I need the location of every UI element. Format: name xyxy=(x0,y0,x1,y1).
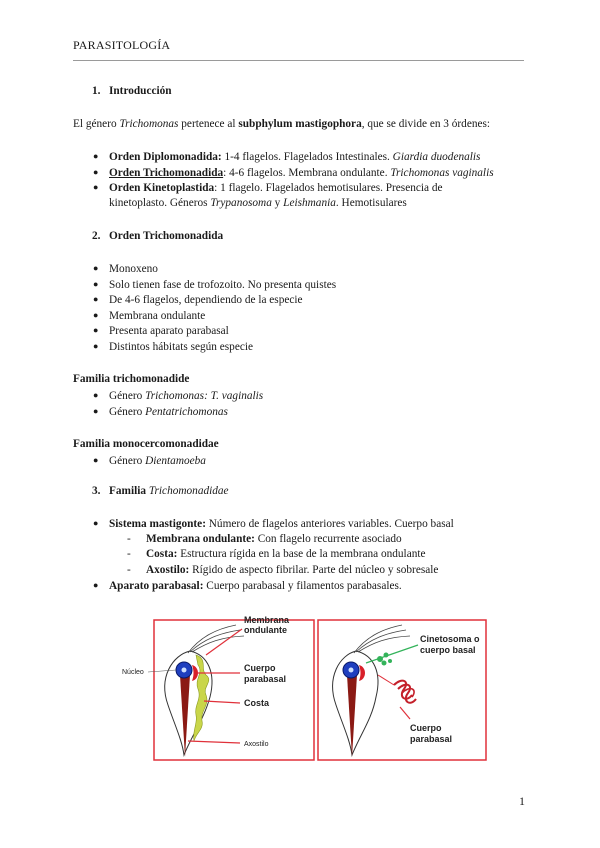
list-item-genus: ● Género Trichomonas: T. vaginalis xyxy=(93,390,264,402)
sub-item-structure: - Membrana ondulante: Con flagelo recurrente asociado xyxy=(127,532,402,545)
label-cinetosoma-1: Cinetosoma o xyxy=(420,634,480,644)
label-cuerpo-2: parabasal xyxy=(410,734,453,744)
list-item-trait: ● Presenta aparato parabasal xyxy=(93,325,229,337)
label-cuerpo-2: parabasal xyxy=(244,674,287,684)
list-item-genus: ● Género Dientamoeba xyxy=(93,455,206,467)
diagram-panel-left xyxy=(122,615,314,760)
list-item-structure: ● Aparato parabasal: Cuerpo parabasal y filamentos parabasales. xyxy=(93,580,402,592)
list-item-order-trichomonadida: ● Orden Trichomonadida: 4-6 flagelos. Membrana ondulante. Trichomonas vaginalis xyxy=(93,166,494,179)
list-item-trait: ● De 4-6 flagelos, dependiendo de la especie xyxy=(93,294,303,306)
sub-item-structure: - Costa: Estructura rígida en la base de la membrana ondulante xyxy=(127,548,426,560)
list-item-genus: ● Género Pentatrichomonas xyxy=(93,405,228,418)
list-item-structure: ● Sistema mastigonte: Número de flagelos anteriores variables. Cuerpo basal xyxy=(93,518,454,530)
list-item-trait: ● Membrana ondulante xyxy=(93,309,206,322)
section-heading-orden-trichomonadida: 2. Orden Trichomonadida xyxy=(92,230,224,242)
panel-frame xyxy=(154,620,314,760)
label-axostilo: Axostilo xyxy=(244,741,269,748)
family-heading-monocercomonadidae: Familia monocercomonadidae xyxy=(73,438,219,450)
list-item-trait: ● Solo tienen fase de trofozoito. No presenta quistes xyxy=(93,278,337,291)
label-membrana-1: Membrana xyxy=(244,615,290,625)
family-heading-trichomonadide: Familia trichomonadide xyxy=(73,373,190,385)
sub-item-structure: - Axostilo: Rígido de aspecto fibrilar. Parte del núcleo y sobresale xyxy=(127,563,439,576)
intro-paragraph: El género Trichomonas pertenece al subphylum mastigophora, que se divide en 3 órdenes: xyxy=(73,118,491,130)
page-number: 1 xyxy=(519,794,525,808)
label-costa: Costa xyxy=(244,698,270,708)
header-divider xyxy=(73,60,524,61)
list-item-order-kinetoplastida-cont: kinetoplasto. Géneros Trypanosoma y Leishmania. Hemotisulares xyxy=(109,196,407,209)
list-item-trait: ● Distintos hábitats según especie xyxy=(93,340,254,353)
section-heading-familia-trichomonadidae: 3. Familia Trichomonadidae xyxy=(92,485,229,497)
diagram-panel-right xyxy=(318,620,486,760)
list-item-order-diplomonadida: ● Orden Diplomonadida: 1-4 flagelos. Flagelados Intestinales. Giardia duodenalis xyxy=(93,151,481,163)
section-heading-introduccion: 1. Introducción xyxy=(92,85,172,97)
label-membrana-2: ondulante xyxy=(244,625,287,635)
header-title: PARASITOLOGÍA xyxy=(73,38,171,52)
label-cuerpo-1: Cuerpo xyxy=(410,723,442,733)
trichomonas-diagram xyxy=(118,615,490,763)
label-nucleo: Núcleo xyxy=(122,669,144,676)
label-cuerpo-1: Cuerpo xyxy=(244,663,276,673)
list-item-trait: ● Monoxeno xyxy=(93,263,158,275)
label-cinetosoma-2: cuerpo basal xyxy=(420,645,476,655)
list-item-order-kinetoplastida: ● Orden Kinetoplastida: 1 flagelo. Flagelados hemotisulares. Presencia de xyxy=(93,182,443,194)
